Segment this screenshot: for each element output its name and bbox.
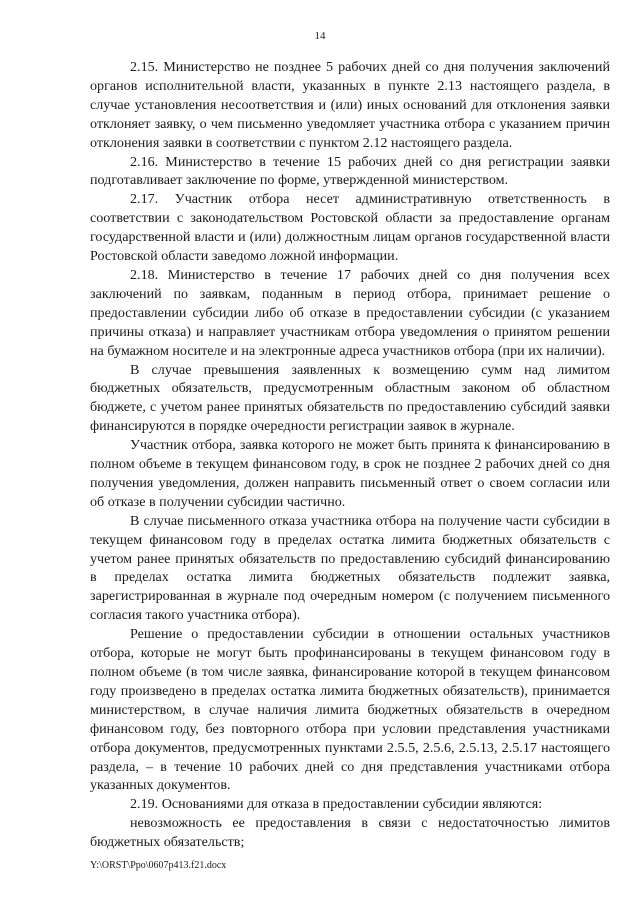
paragraph-2-15: 2.15. Министерство не позднее 5 рабочих дней со дня получения заключений органов исполнительной власти, указанных в пункте 2.13 настоящего раздела, в случае установления несоответствия и (или) иных оснований для отклонения заявки отклоняет заявку, о чем письменно уведомляет участника отбора с указанием причин отклонения заявки в соответствии с пунктом 2.12 настоящего раздела. xyxy=(90,59,610,151)
paragraph-refusal-reason-1: невозможность ее предоставления в связи с недостаточностью лимитов бюджетных обязательств; xyxy=(90,815,610,851)
paragraph-2-17: 2.17. Участник отбора несет административную ответственность в соответствии с законодательством Ростовской области за предоставление органам государственной власти и (или) должностным лицам органов государственной власти Ростовской области заведомо ложной информации. xyxy=(90,191,610,265)
paragraph-2-16: 2.16. Министерство в течение 15 рабочих дней со дня регистрации заявки подготавливает заключение по форме, утвержденной министерством. xyxy=(90,153,610,189)
footer-file-path: Y:\ORST\Ppo\0607p413.f21.docx xyxy=(90,860,227,871)
paragraph-partial-funding: Участник отбора, заявка которого не может быть принята к финансированию в полном объеме в текущем финансовом году, в срок не позднее 2 рабочих дней со дня получения уведомления, должен направить письменный ответ о своем согласии или об отказе в получении субсидии частично. xyxy=(90,437,610,510)
paragraph-written-refusal: В случае письменного отказа участника отбора на получение части субсидии в текущем финансовом году в пределах остатка лимита бюджетных обязательств с учетом ранее принятых обязательств по предоставлению субсидий финансированию в пределах остатка лимита бюджетных обязательств подлежит заявка, зарегистрированная в журнале под очередным номером (с получением письменного согласия такого участника отбора). xyxy=(90,512,610,624)
paragraph-2-18: 2.18. Министерство в течение 17 рабочих дней со дня получения всех заключений по заявкам, поданным в период отбора, принимает решение о предоставлении субсидии либо об отказе в предоставлении субсидии (с указанием причины отказа) и направляет участникам отбора уведомления о принятом решении на бумажном носителе и на электронные адреса участников отбора (при их наличии). xyxy=(90,266,610,359)
paragraph-2-19: 2.19. Основаниями для отказа в предоставлении субсидии являются: xyxy=(130,796,543,813)
paragraph-excess-claims: В случае превышения заявленных к возмещению сумм над лимитом бюджетных обязательств, предусмотренным областным законом об областном бюджете, с учетом ранее принятых обязательств по предоставлению субсидий заявки финансируются в порядке очередности регистрации заявок в журнале. xyxy=(90,361,610,435)
document-body xyxy=(90,58,610,852)
paragraph-remaining-participants: Решение о предоставлении субсидии в отношении остальных участников отбора, которые не могут быть профинансированы в текущем финансовом году в полном объеме (в том числе заявка, финансирование которой в текущем финансовом году произведено в пределах остатка лимита бюджетных обязательств), принимается министерством, в случае наличия лимита бюджетных обязательств в очередном финансовом году, без повторного отбора при условии представления участниками отбора документов, предусмотренных пунктами 2.5.5, 2.5.6, 2.5.13, 2.5.17 настоящего раздела, – в течение 10 рабочих дней со дня представления участниками отбора указанных документов. xyxy=(90,626,610,794)
page-number: 14 xyxy=(314,30,326,42)
